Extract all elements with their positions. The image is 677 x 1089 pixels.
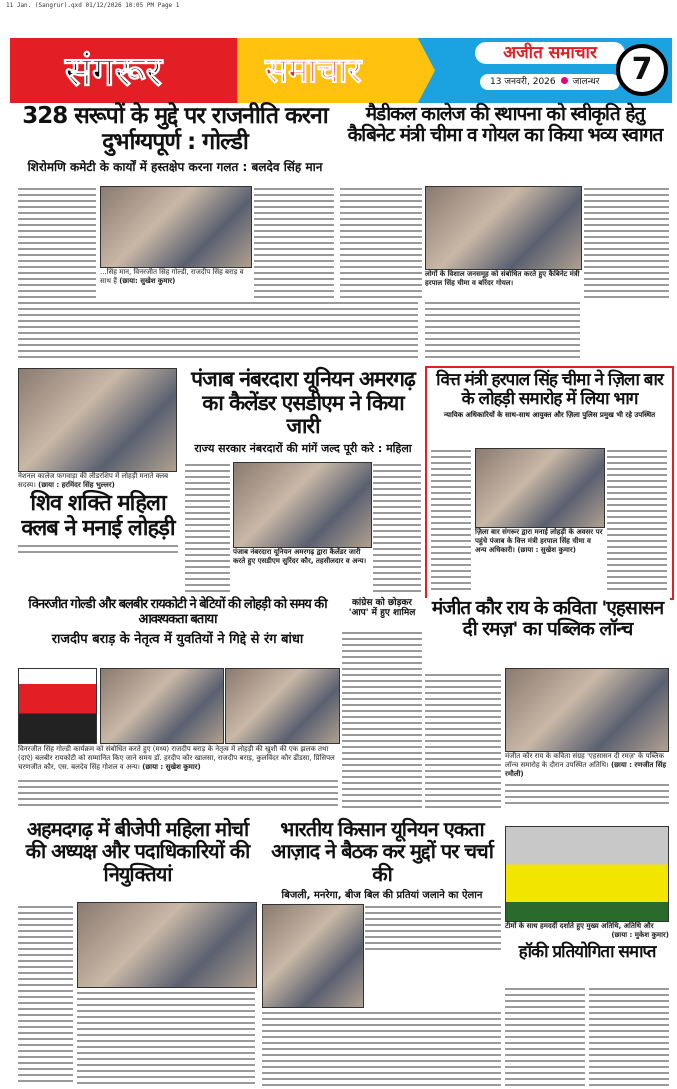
headline-a11: हॉकी प्रतियोगिता समाप्त	[505, 943, 669, 962]
photo-a2	[425, 186, 582, 270]
body-text	[340, 186, 422, 298]
article-a3	[18, 472, 178, 557]
body-text	[342, 630, 422, 808]
headline-a6: विनरजीत गोल्डी और बलबीर रायकोटी ने बेटियों की लोहड़ी को समय की आवश्यकता बताया	[15, 598, 340, 627]
headline-group-a9	[15, 818, 260, 885]
photo-hockey-teams	[505, 826, 669, 922]
photo-credit: (छाया : सुखेश कुमार)	[517, 546, 576, 554]
caption-a4: पंजाब नंबरदारा यूनियन अमरगढ़ द्वारा कैलेंडर जारी करते हुए एसडीएम सुरिंदर कौर, तहसीलदार व अन्य।	[233, 548, 370, 566]
photo-credit: (छाया: सुखेश कुमार)	[119, 277, 176, 285]
body-text	[365, 904, 501, 954]
body-text	[425, 300, 580, 358]
photo-a8	[505, 668, 669, 752]
caption-a10: टीमों के साथ हमदर्दी दर्शाते हुए मुख्य अतिथि, अतिथि और	[505, 922, 669, 931]
caption-a1	[100, 268, 250, 286]
headline-group-a10	[262, 818, 502, 901]
headline-group-a7	[342, 598, 422, 618]
photo-credit: (छाया : सुखेश कुमार)	[142, 763, 201, 771]
photo-a3	[18, 368, 177, 472]
photo-a6-speaker	[18, 668, 97, 744]
section-title: संगरूर	[65, 49, 162, 95]
headline-group-a2	[340, 104, 670, 147]
subhead-a6: राजदीप बराड़ के नेतृत्व में युवतियों ने गिद्दे से रंग बांधा	[15, 629, 340, 647]
body-text	[505, 986, 585, 1086]
body-text	[18, 300, 418, 358]
body-text	[431, 448, 471, 592]
headline-group-a8	[425, 598, 670, 641]
caption-text: नेशनल कालेज फगवाड़ा की लीडरशिप में लोहड़ी मनाते क्लब सदस्य।	[18, 472, 169, 489]
caption-text: मंजीत कौर राय के कविता संग्रह 'एहसासन दी रमज़' के पब्लिक लॉन्च समारोह के दौरान उपस्थित अतिथि।	[505, 752, 664, 769]
body-text	[589, 986, 669, 1086]
headline-a5: वित्त मंत्री हरपाल सिंह चीमा ने ज़िला बार के लोहड़ी समारोह में लिया भाग	[431, 371, 668, 409]
city: जालन्धर	[572, 77, 600, 87]
photo-a5	[475, 448, 605, 528]
body-text	[77, 990, 255, 1086]
caption-text: ज़िला बार संगरूर द्वारा मनाई लोहड़ी के अवसर पर पहुंचे पंजाब के वित्त मंत्री हरपाल सिंह चीमा व अन्य अधिकारी।	[475, 528, 603, 554]
body-text	[18, 778, 338, 808]
body-text	[425, 672, 501, 808]
body-text	[18, 543, 178, 557]
body-text	[373, 462, 421, 592]
section-subtitle: समाचार	[265, 51, 362, 91]
body-text	[584, 186, 669, 298]
subhead-a10: बिजली, मनरेगा, बीज बिल की प्रतियां जलाने का ऐलान	[262, 887, 502, 901]
body-text	[505, 782, 669, 808]
headline-a10: भारतीय किसान यूनियन एकता आज़ाद ने बैठक कर मुद्दों पर चर्चा की	[262, 818, 502, 885]
photo-a6-honour	[225, 668, 340, 744]
headline-group-a6	[15, 598, 340, 647]
caption-a2: लोगों के विशाल जनसमूह को संबोधित करते हुए कैबिनेट मंत्री हरपाल सिंह चीमा व बरिंदर गोयल।	[425, 270, 580, 287]
dateline	[480, 74, 620, 90]
body-text	[18, 186, 96, 298]
body-text	[254, 186, 334, 298]
headline-a2: मैडीकल कालेज की स्थापना को स्वीकृति हेतु कैबिनेट मंत्री चीमा व गोयल का किया भव्य स्वागत	[340, 104, 670, 147]
photo-a1	[100, 186, 252, 268]
photo-credit: (छाया : रणजीत सिंह रमौली)	[505, 761, 667, 778]
photo-a10	[262, 904, 364, 1008]
photo-credit: (छाया : हरमिंदर सिंह भुल्लर)	[38, 481, 115, 489]
date: 13 जनवरी, 2026	[490, 77, 556, 87]
photo-credit: (छाया : मुकेश कुमार)	[505, 931, 669, 940]
photo-a4	[233, 462, 372, 548]
caption-text: ...सिंह मान, विनरजीत सिंह गोल्डी, राजदीप सिंह बराड़ व साथ हैं	[100, 268, 244, 285]
caption-a3	[18, 472, 178, 490]
headline-a7: कांग्रेस को छोड़कर 'आप' में हुए शामिल	[342, 598, 422, 618]
body-text	[262, 1010, 501, 1086]
subhead-a1: शिरोमणि कमेटी के कार्यों में हस्तक्षेप करना गलत : बलदेव सिंह मान	[15, 158, 335, 175]
headline-group-a1	[15, 104, 335, 175]
masthead	[10, 38, 672, 103]
paper-name: अजीत समाचार	[475, 42, 625, 64]
body-text	[607, 448, 667, 592]
headline-a1: 328 सरूपों के मुद्दे पर राजनीति करना दुर्भाग्यपूर्ण : गोल्डी	[15, 104, 335, 156]
headline-a3: शिव शक्ति महिला क्लब ने मनाई लोहड़ी	[18, 492, 178, 541]
boxed-article-a5	[425, 366, 674, 600]
headline-group-a5	[431, 371, 668, 420]
caption-a5	[475, 528, 603, 555]
article-a11	[505, 922, 669, 962]
caption-text: विनरजीत सिंह गोल्डी कार्यक्रम को संबोधित करते हुए (मध्य) राजदीप बराड़ के नेतृत्व में लोहड़ी की खुशी की एक झलक तथा (दाएं) बलबीर रायकोटी को सम्मानित किए जाने समय डॉ. हरदीप कौर खालसा, राजदीप बराड़, कुलविंदर कौर ढींडसा, प्रिंसिपल चरणजीत कौर, एस. बलदेव सिंह गोशल व अन्य।	[18, 745, 335, 771]
headline-group-a4	[183, 368, 423, 456]
body-text	[185, 462, 230, 592]
photo-a9	[77, 902, 257, 988]
caption-a8	[505, 752, 669, 779]
headline-a8: मंजीत कौर राय के कविता 'एहसासन दी रमज़' का पब्लिक लॉन्च	[425, 598, 670, 641]
caption-a6	[18, 745, 338, 772]
page-number: 7	[616, 44, 668, 96]
bullet-icon	[561, 77, 568, 84]
headline-a4: पंजाब नंबरदारा यूनियन अमरगढ़ का कैलेंडर एसडीएम ने किया जारी	[183, 368, 423, 439]
body-text	[18, 904, 73, 1086]
print-slug: 11 Jan. (Sangrur).qxd 01/12/2026 10:05 PM Page 1	[6, 2, 180, 9]
subhead-a4: राज्य सरकार नंबरदारों की मांगें जल्द पूरी करे : महिला	[183, 441, 423, 456]
headline-a9: अहमदगढ़ में बीजेपी महिला मोर्चा की अध्यक्ष और पदाधिकारियों की नियुक्तियां	[15, 818, 260, 885]
subhead-a5: न्यायिक अधिकारियों के साथ-साथ आयुक्त और ज़िला पुलिस प्रमुख भी रहे उपस्थित	[431, 411, 668, 420]
photo-a6-celebration	[100, 668, 224, 744]
